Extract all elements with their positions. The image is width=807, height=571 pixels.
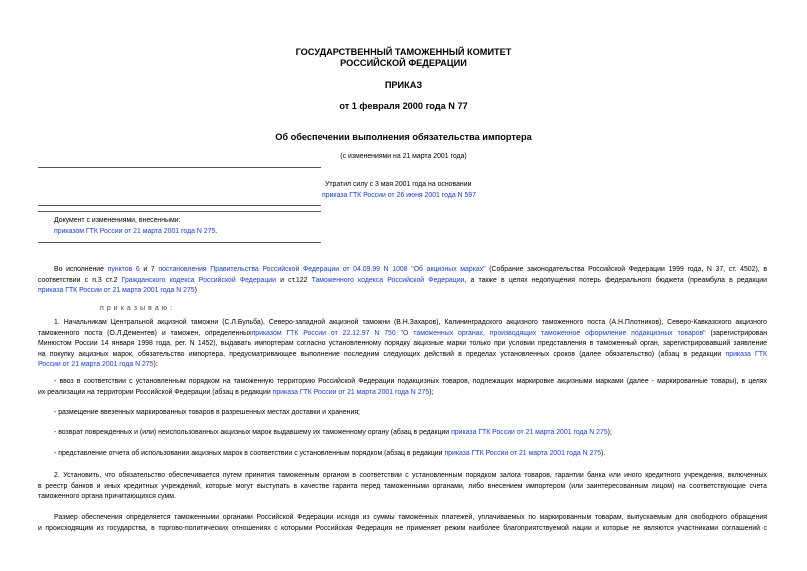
link-resolution[interactable]: постановления Правительства Российской Федерации от 04.09.99 N 1008 "Об акцизных марках" [158,266,486,273]
doc-type: ПРИКАЗ [384,80,423,90]
changes-link[interactable]: приказом ГТК России от 21 марта 2001 года N 275 [54,228,216,235]
divider [38,242,321,243]
amend-note: (с изменениями на 21 марта 2001 года) [340,153,467,160]
link-civil-code[interactable]: Гражданского кодекса Российской Федерации [121,276,276,284]
repeal-note: Утратил силу с 3 мая 2001 года на основании [325,181,472,188]
repeal-link[interactable]: приказа ГТК России от 26 июня 2001 года N 597 [322,192,476,199]
doc-date: от 1 февраля 2000 года N 77 [339,101,468,111]
link-order-275[interactable]: приказа ГТК России от 21 марта 2001 года N 275 [272,388,430,396]
link-order-275[interactable]: приказа ГТК России от 21 марта 2001 года N 275 [451,429,608,436]
link-order-275[interactable]: России от 21 марта 2001 года N 275 [38,361,154,368]
changes-note: Документ с изменениями, внесенными: [54,217,181,224]
link-order-275[interactable]: приказа ГТК России от 21 марта 2001 года N 275 [444,450,602,457]
changes-line: приказом ГТК России от 21 марта 2001 года N 275. [54,228,218,235]
link-order-275[interactable]: приказа ГТК [725,350,767,358]
clause-2-paragraph: 2. Установить, что обязательство обеспечивается путем принятия таможенным органом в соответствии с установленным порядком залога товаров, гарантии банка или иного кредитного учреждения, включенных в реестр банков и иных кредитных учреждений, которые могут выступать в качестве гаранта перед таможенными органами, либо внесением импортером (или заинтересованным лицом) на соответствующие счета таможенного органа причитающихся сумм. [38,472,767,500]
security-size-paragraph: Размер обеспечения определяется таможенными органами Российской Федерации исходя из суммы таможенных платежей, уплачиваемых по маркированным товарам, выпускаемым для свободного обращения и происходящим из государства, в торгово-политических отношениях с которыми Российская Федерация не применяет режим наиболее благоприятствуемой нации и которые не являются участниками соглашений с [38,514,767,532]
orders-word: п р и к а з ы в а ю : [100,305,173,312]
bullet-return: - возврат поврежденных и (или) неиспользованных акцизных марок выдавшему их таможенному органу (абзац в редакции приказа ГТК России от 21 марта 2001 года N 275); [54,429,612,436]
link-customs-code[interactable]: Таможенного кодекса Российской Федерации [311,276,465,284]
link-order-275[interactable]: приказа ГТК России от 21 марта 2001 года N 275 [38,287,195,294]
bullet-report: - представление отчета об использовании акцизных марок в соответствии с установленным порядком (абзац в редакции приказа ГТК России от 21 марта 2001 года N 275). [54,450,606,457]
bullet-import: - ввоз в соответствии с установленным порядком на таможенную территорию Российской Федерации подакцизных товаров, подлежащих маркировке акцизными марками (далее - маркированные товары), в целях их реализации на территории Российской Федерации (абзац в редакции приказа ГТК России от 21 марта 2001 года N 275); [38,378,767,396]
divider [38,205,321,206]
divider [38,211,321,212]
preamble-paragraph: Во исполнение пунктов 6 и 7 постановления Правительства Российской Федерации от 04.09.99 N 1008 "Об акцизных марках" (Собрание законодательства Российской Федерации 1999 года, N 37, ст. 4502), в соответствии с п.3 ст.2 Гражданского кодекса Российской Федерации и ст.122 Таможенного кодекса Российской Федерации, а также в целях недопущения потерь федерального бюджета (преамбула в редакции приказа ГТК России от 21 марта 2001 года N 275) [38,266,767,294]
divider [38,167,321,168]
org-name-line1: ГОСУДАРСТВЕННЫЙ ТАМОЖЕННЫЙ КОМИТЕТ [295,47,512,57]
bullet-placement: - размещение ввезенных маркированных товаров в разрешенных местах доставки и хранения; [54,409,360,416]
org-name-line2: РОССИЙСКОЙ ФЕДЕРАЦИИ [340,58,467,68]
link-points[interactable]: пунктов 6 [107,266,140,273]
clause-1-paragraph: 1. Начальникам Центральной акцизной таможни (С.Л.Бульба), Северо-западной акцизной таможни (В.Н.Захаров), Калининградского акцизного таможенного поста (А.Н.Плотников), Северо-Кавказского акцизного таможенного поста (О.Л.Дементев) и таможен, определенныхприказом ГТК России от 22.12.97 N 750 "О таможенных органах, производящих таможенное оформление подакцизных товаров" (зарегистрирован Минюстом России 14 января 1998 года, рег. N 1452), выдавать импортерам согласно установленному порядку акцизные марки только при условии представления в таможенный орган, зарегистрировавший заявление на покупку акцизных марок, обязательство импортера, предусматривающее выполнение последним следующих действий в пределах установленных сроков (далее обязательство) (абзац в редакции приказа ГТК России от 21 марта 2001 года N 275): [38,319,767,368]
link-order-750[interactable]: приказом ГТК России от 22.12.97 N 750 "О таможенных органах, производящих таможенное оформление подакцизных товаров" [251,329,706,337]
doc-title: Об обеспечении выполнения обязательства импортера [275,132,532,142]
